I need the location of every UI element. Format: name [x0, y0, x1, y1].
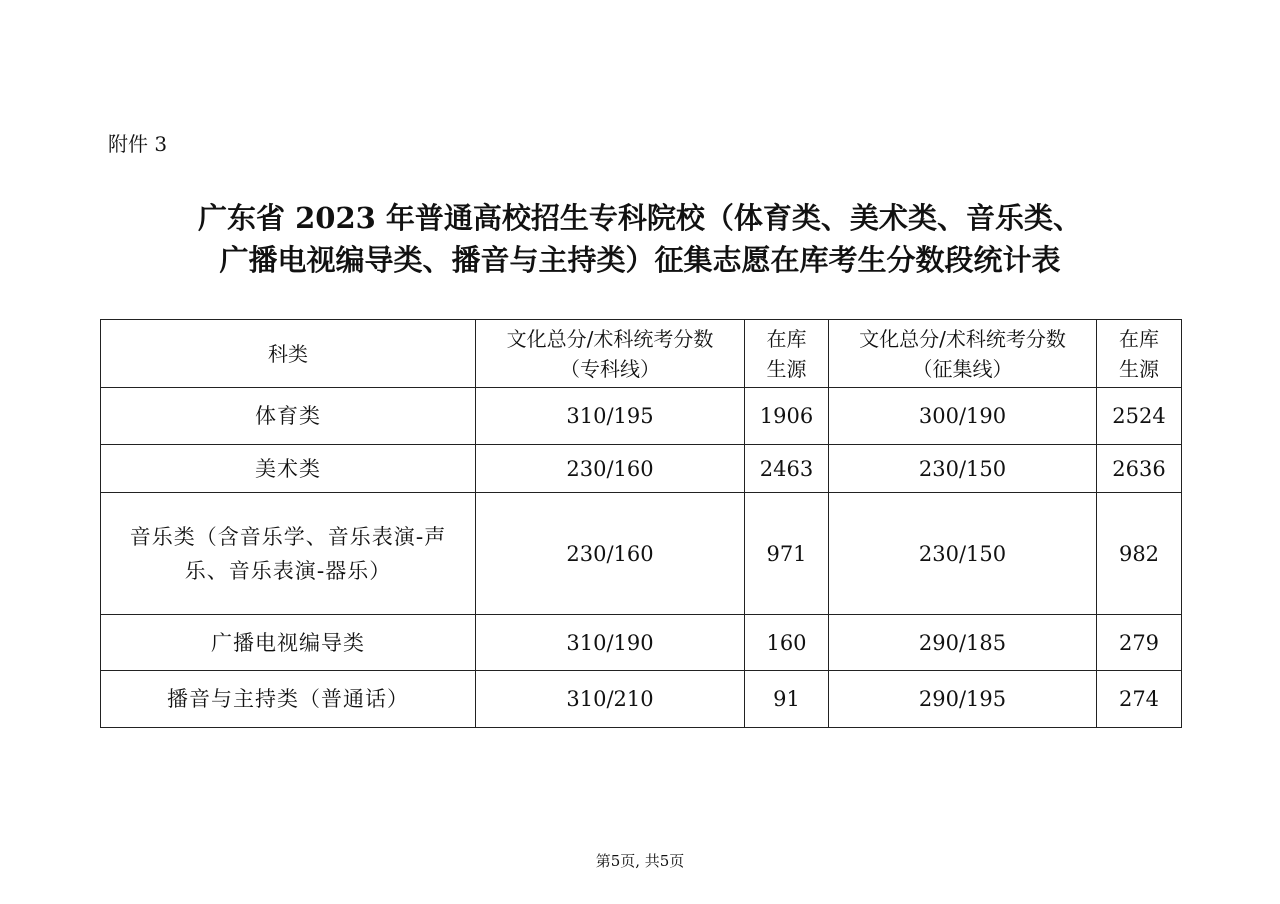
row-score-solicit: 230/150: [829, 493, 1097, 615]
table-row: [101, 615, 1182, 671]
row-pool-2: 982: [1097, 493, 1182, 615]
table-header-row: [101, 320, 1182, 388]
row-score-solicit: 300/190: [829, 388, 1097, 445]
header-score-specialist-line-2: （专科线）: [560, 356, 660, 381]
header-pool-2-line-2: 生源: [1119, 356, 1159, 381]
row-pool-2: 2524: [1097, 388, 1182, 445]
table-row: [101, 445, 1182, 493]
header-score-solicit: [829, 320, 1097, 388]
row-pool-2: 274: [1097, 671, 1182, 728]
score-statistics-table: [100, 319, 1182, 728]
row-score-specialist: 230/160: [476, 493, 745, 615]
table-row: [101, 388, 1182, 445]
row-score-solicit: 290/185: [829, 615, 1097, 671]
header-score-solicit-line-2: （征集线）: [912, 356, 1013, 381]
row-pool-1: 160: [745, 615, 829, 671]
row-category: 广播电视编导类: [101, 615, 476, 671]
row-score-specialist: 310/190: [476, 615, 745, 671]
header-pool-1-line-1: 在库: [766, 326, 807, 351]
header-score-specialist: [476, 320, 745, 388]
row-category: 播音与主持类（普通话）: [101, 671, 476, 728]
row-category: 体育类: [101, 388, 476, 445]
page-footer: 第5页, 共5页: [595, 852, 685, 870]
row-pool-1: 2463: [745, 445, 829, 493]
attachment-label: 附件 3: [108, 132, 168, 156]
header-pool-2-line-1: 在库: [1119, 326, 1159, 351]
row-pool-1: 91: [745, 671, 829, 728]
row-pool-2: 279: [1097, 615, 1182, 671]
row-score-specialist: 230/160: [476, 445, 745, 493]
table-row: [101, 493, 1182, 615]
row-score-specialist: 310/210: [476, 671, 745, 728]
header-pool-1-line-2: 生源: [766, 356, 807, 381]
table-row: [101, 671, 1182, 728]
row-score-solicit: 290/195: [829, 671, 1097, 728]
row-category: 美术类: [101, 445, 476, 493]
row-score-solicit: 230/150: [829, 445, 1097, 493]
row-score-specialist: 310/195: [476, 388, 745, 445]
row-category: 音乐类（含音乐学、音乐表演-声乐、音乐表演-器乐）: [101, 493, 476, 615]
header-pool-1: [745, 320, 829, 388]
header-score-specialist-line-1: 文化总分/术科统考分数: [506, 326, 714, 351]
document-title-line-2: 广播电视编导类、播音与主持类）征集志愿在库考生分数段统计表: [219, 243, 1061, 277]
header-score-solicit-line-1: 文化总分/术科统考分数: [859, 326, 1066, 351]
header-category: 科类: [101, 320, 476, 388]
row-pool-1: 1906: [745, 388, 829, 445]
row-pool-2: 2636: [1097, 445, 1182, 493]
header-pool-2: [1097, 320, 1182, 388]
row-pool-1: 971: [745, 493, 829, 615]
document-title-line-1: 广东省 2023 年普通高校招生专科院校（体育类、美术类、音乐类、: [198, 201, 1082, 235]
